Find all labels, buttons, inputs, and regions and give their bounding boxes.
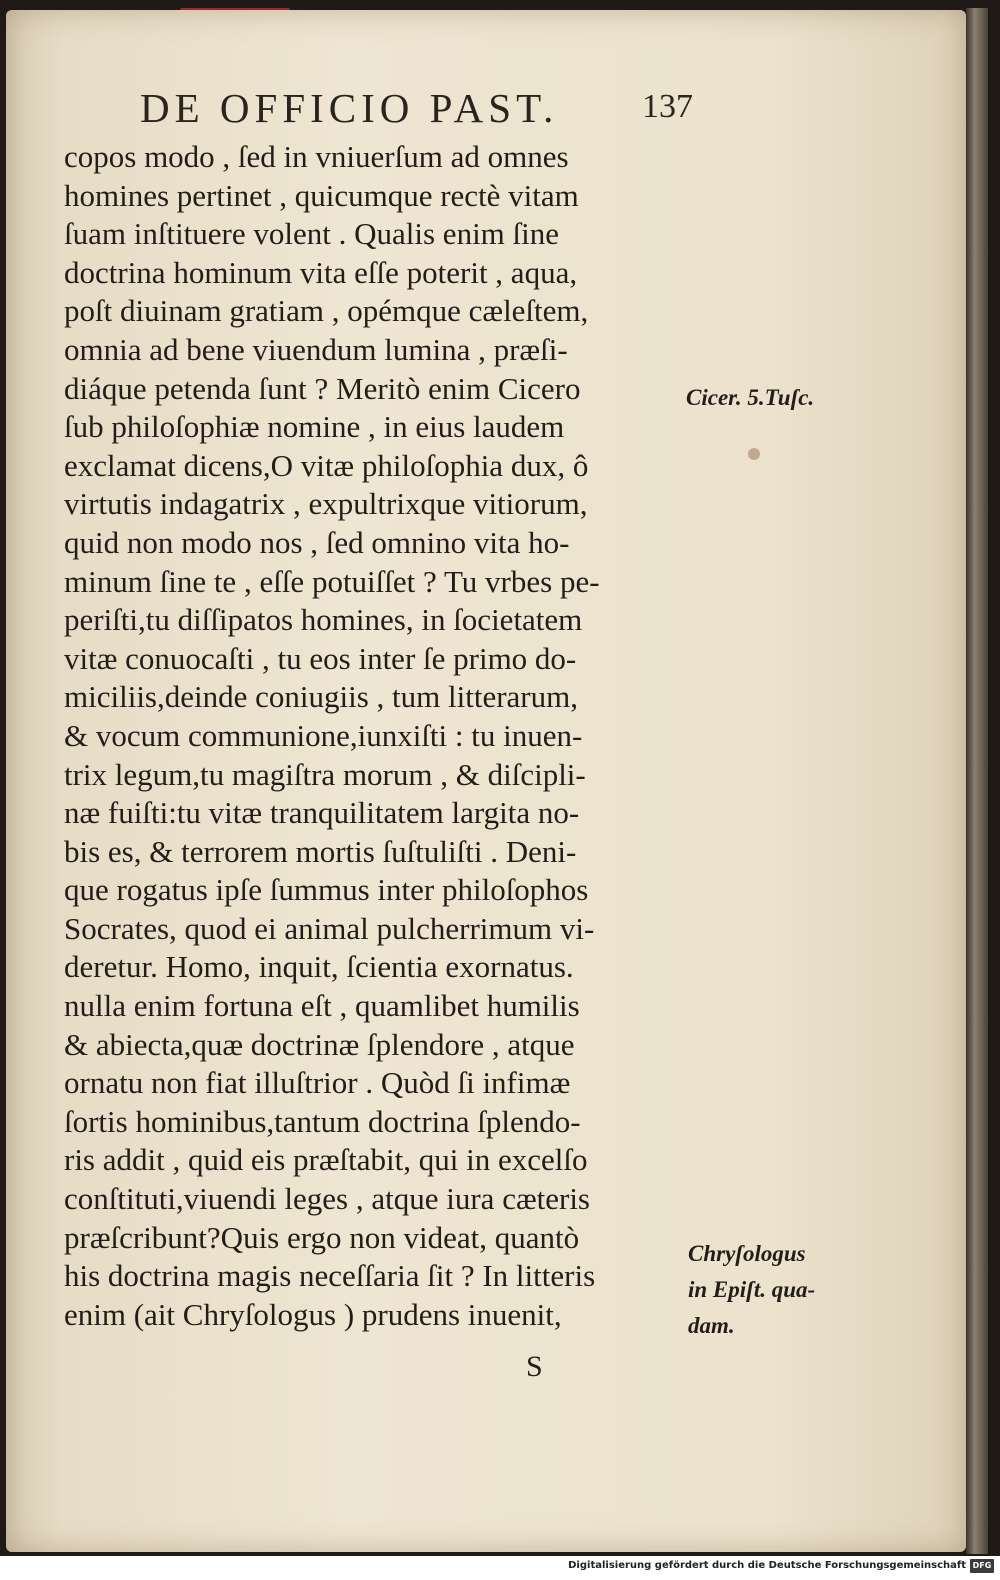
text-line: Socrates, quod ei animal pulcherrimum vi- — [64, 910, 595, 946]
text-line: vitæ conuocaſti , tu eos inter ſe primo do- — [64, 640, 577, 676]
book-edge — [966, 8, 988, 1554]
text-line: deretur. Homo, inquit, ſcientia exornatus. — [64, 949, 574, 985]
footer-bar — [0, 1556, 1000, 1580]
signature-mark: S — [526, 1350, 543, 1383]
text-line: homines pertinet , quicumque rectè vitam — [64, 177, 579, 213]
text-line: ſuam inſtituere volent . Qualis enim ſine — [64, 216, 560, 252]
text-line: miciliis,deinde coniugiis , tum litterarum, — [64, 679, 578, 715]
margin-note-line: Cicer. 5.Tuſc. — [686, 385, 815, 410]
text-line: conſtituti,viuendi leges , atque iura cæteris — [64, 1181, 591, 1217]
page-number: 137 — [642, 88, 693, 125]
text-line: & vocum communione,iunxiſti : tu inuen- — [64, 717, 583, 753]
text-line: virtutis indagatrix , expultrixque vitiorum, — [64, 486, 588, 522]
text-line: ſortis hominibus,tantum doctrina ſplendo- — [64, 1103, 581, 1139]
margin-note-cicero — [686, 380, 814, 416]
margin-note-line: Chryſologus — [688, 1241, 806, 1266]
text-line: ornatu non fiat illuſtrior . Quòd ſi infimæ — [64, 1065, 571, 1101]
text-line: omnia ad bene viuendum lumina , præſi- — [64, 331, 568, 367]
text-line: ris addit , quid eis præſtabit, qui in excelſo — [64, 1142, 588, 1178]
text-line: minum ſine te , eſſe potuiſſet ? Tu vrbes pe- — [64, 563, 600, 599]
text-line: næ fuiſti:tu vitæ tranquilitatem largita no- — [64, 795, 580, 831]
text-line: trix legum,tu magiſtra morum , & diſcipli- — [64, 756, 586, 792]
text-line: quid non modo nos , ſed omnino vita ho- — [64, 524, 570, 560]
body-text — [64, 138, 694, 1334]
margin-note-chrysologus — [688, 1236, 815, 1344]
text-line: enim (ait Chryſologus ) prudens inuenit, — [64, 1296, 562, 1332]
margin-note-line: dam. — [688, 1313, 735, 1338]
text-line: & abiecta,quæ doctrinæ ſplendore , atque — [64, 1026, 575, 1062]
text-line: periſti,tu diſſipatos homines, in ſocietatem — [64, 602, 583, 638]
text-line: que rogatus ipſe ſummus inter philoſophos — [64, 872, 589, 908]
margin-note-line: in Epiſt. qua- — [688, 1277, 816, 1302]
running-title: DE OFFICIO PAST. — [140, 85, 559, 131]
page-header — [140, 84, 700, 134]
funding-credit: Digitalisierung gefördert durch die Deutsche Forschungsgemeinschaft — [568, 1560, 966, 1571]
text-line: nulla enim fortuna eſt , quamlibet humilis — [64, 988, 580, 1024]
text-line: doctrina hominum vita eſſe poterit , aqua, — [64, 254, 578, 290]
ink-stain — [748, 448, 760, 460]
text-line: diáque petenda ſunt ? Meritò enim Cicero — [64, 370, 581, 406]
text-line: his doctrina magis neceſſaria ſit ? In litteris — [64, 1258, 596, 1294]
text-line: copos modo , ſed in vniuerſum ad omnes — [64, 139, 569, 174]
text-line: præſcribunt?Quis ergo non videat, quantò — [64, 1219, 580, 1255]
text-line: ſub philoſophiæ nomine , in eius laudem — [64, 409, 565, 445]
dfg-logo: DFG — [970, 1559, 994, 1573]
text-line: exclamat dicens,O vitæ philoſophia dux, ô — [64, 447, 589, 483]
text-line: bis es, & terrorem mortis ſuſtuliſti . Deni- — [64, 833, 577, 869]
text-line: poſt diuinam gratiam , opémque cæleſtem, — [64, 293, 589, 329]
